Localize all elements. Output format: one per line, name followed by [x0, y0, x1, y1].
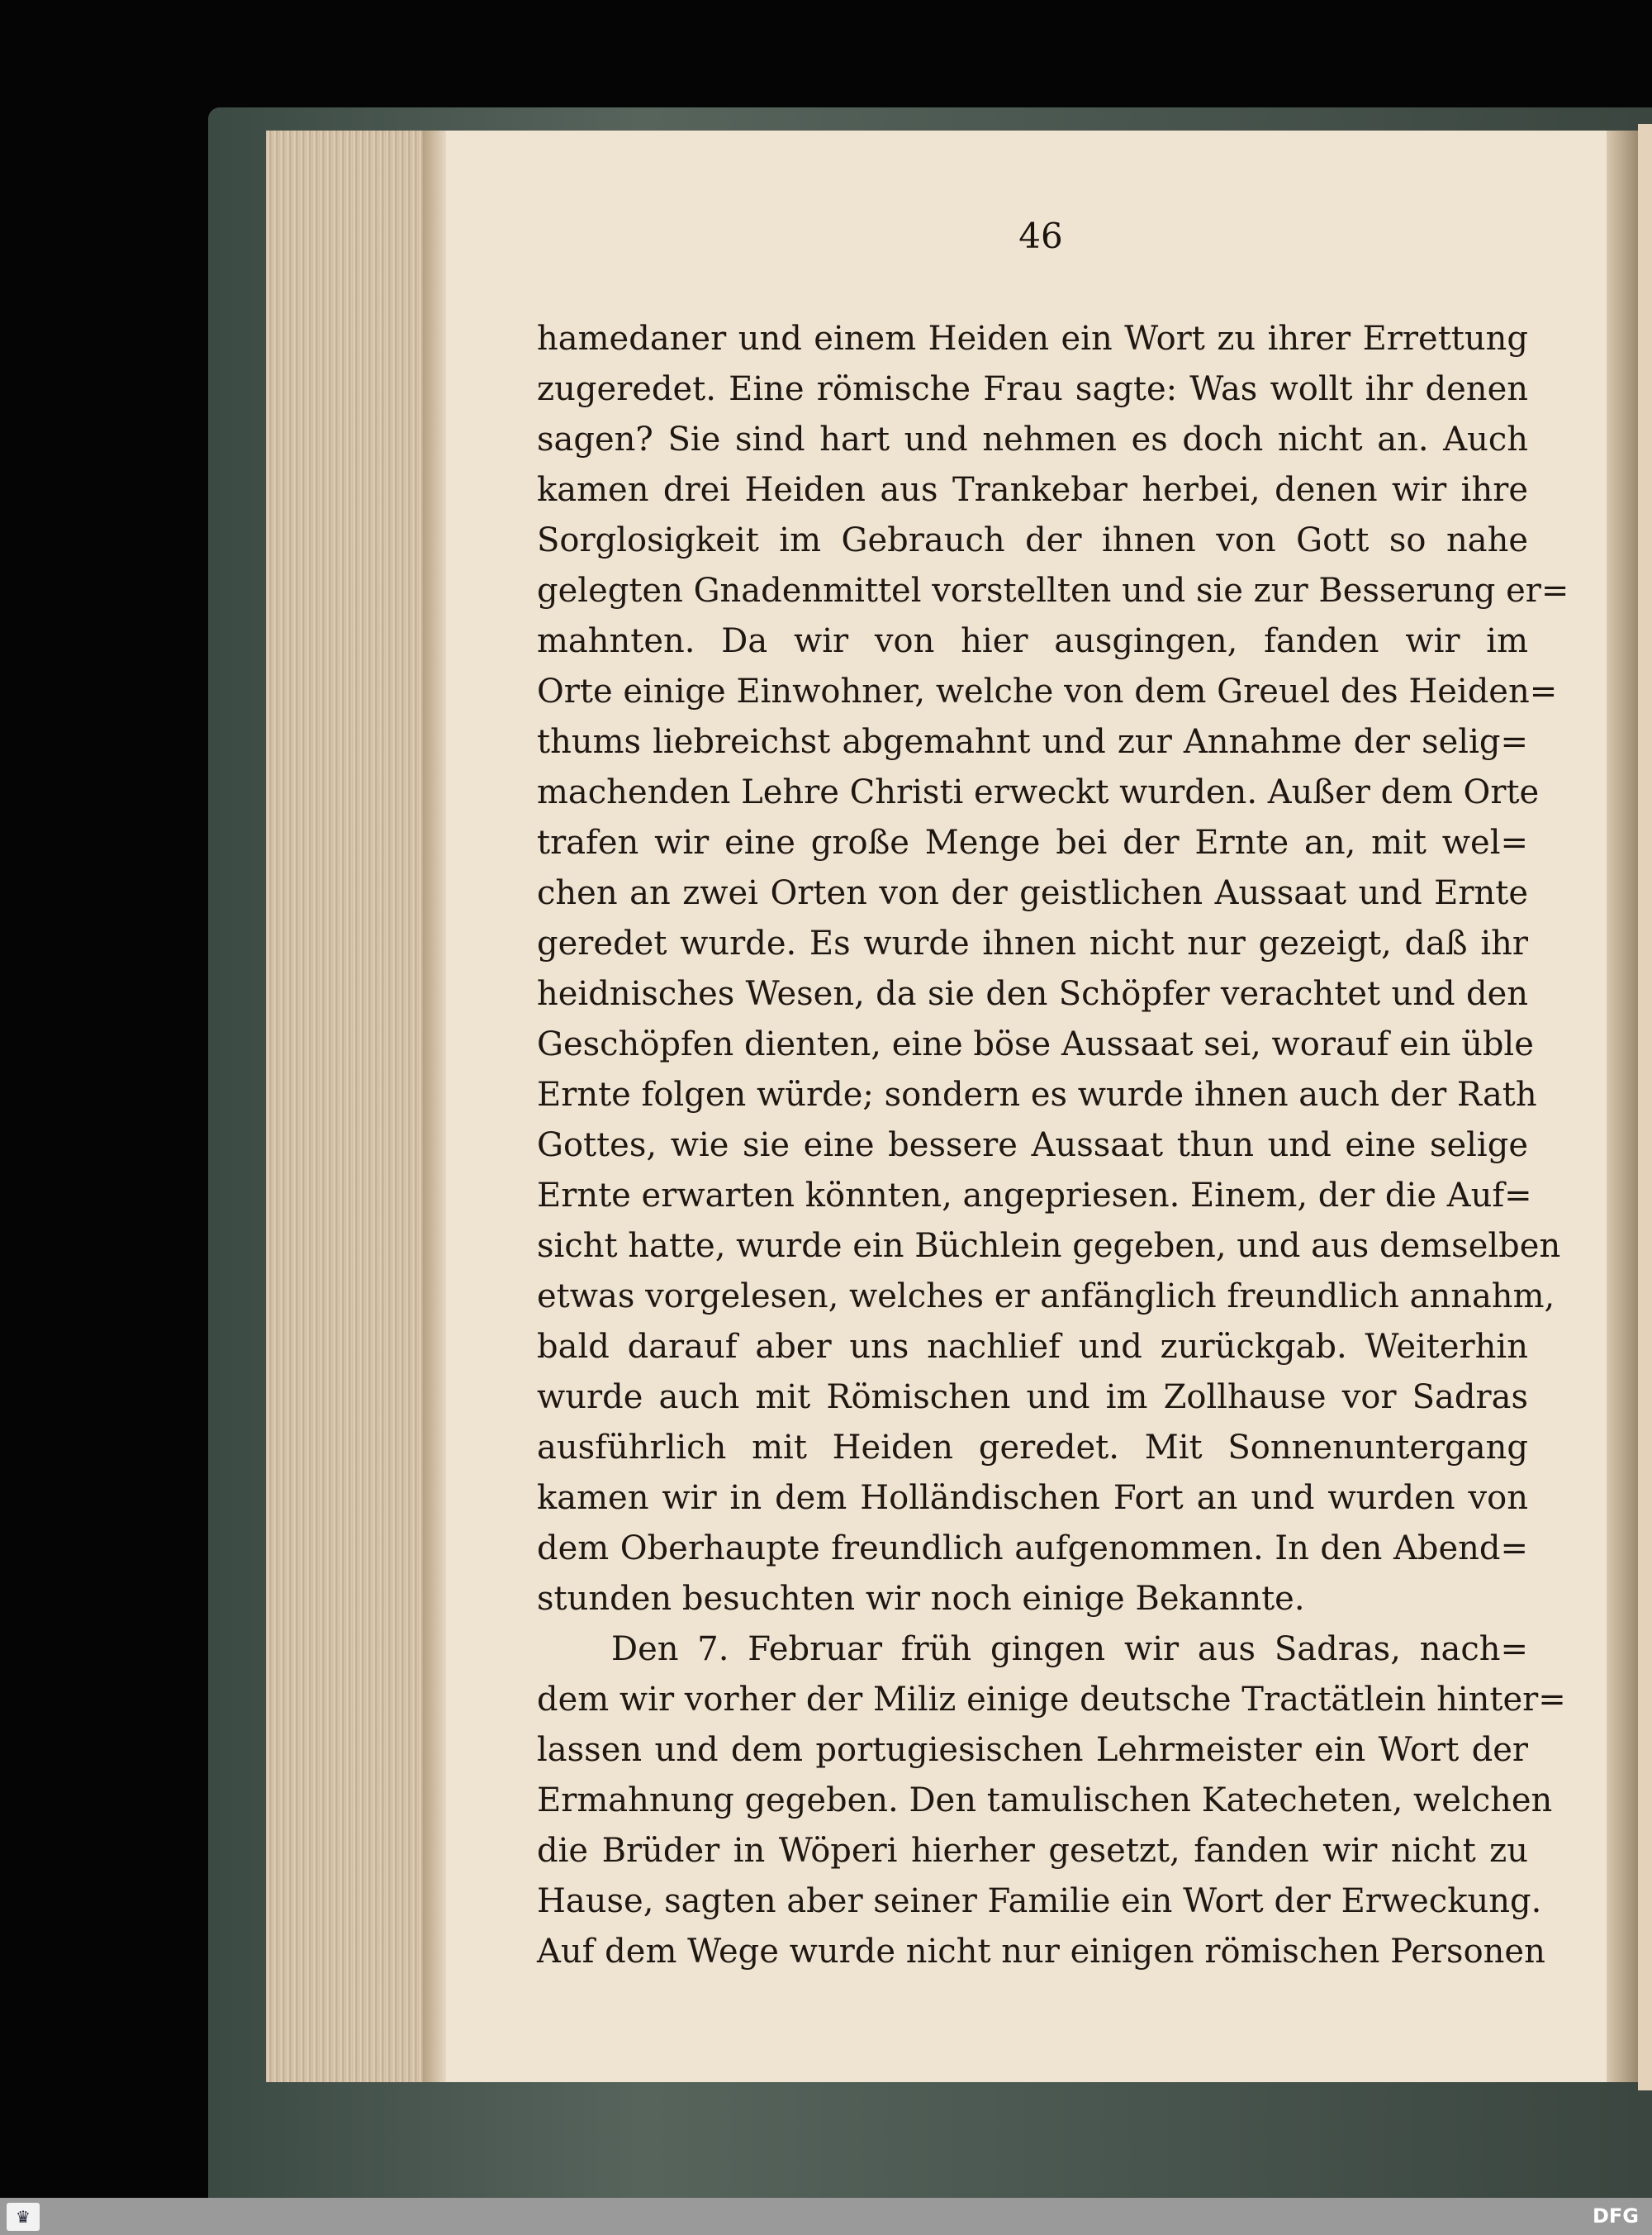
text-line: zugeredet. Eine römische Frau sagte: Was wollt ihr denen	[537, 370, 1528, 408]
text-line: gelegten Gnadenmittel vorstellten und sie zur Besserung er=	[537, 572, 1569, 610]
text-line: sagen? Sie sind hart und nehmen es doch nicht an. Auch	[537, 421, 1528, 459]
viewer-footer-bar	[0, 2198, 1652, 2235]
text-line: mahnten. Da wir von hier ausgingen, fanden wir im	[537, 622, 1528, 660]
page-gutter	[423, 131, 448, 2082]
text-line: lassen und dem portugiesischen Lehrmeister ein Wort der	[537, 1731, 1528, 1769]
body-text	[537, 314, 1569, 1977]
text-line: stunden besuchten wir noch einige Bekannte.	[537, 1580, 1305, 1618]
text-line: chen an zwei Orten von der geistlichen Aussaat und Ernte	[537, 874, 1528, 912]
text-line: etwas vorgelesen, welches er anfänglich freundlich annahm,	[537, 1277, 1555, 1315]
text-line: kamen drei Heiden aus Trankebar herbei, denen wir ihre	[537, 471, 1528, 509]
text-line: ausführlich mit Heiden geredet. Mit Sonnenuntergang	[537, 1429, 1528, 1467]
text-line: Auf dem Wege wurde nicht nur einigen römischen Personen	[537, 1933, 1545, 1971]
text-line: Orte einige Einwohner, welche von dem Greuel des Heiden=	[537, 673, 1558, 711]
text-line: sicht hatte, wurde ein Büchlein gegeben, und aus demselben	[537, 1227, 1561, 1265]
text-line: die Brüder in Wöperi hierher gesetzt, fanden wir nicht zu	[537, 1832, 1528, 1870]
text-line: trafen wir eine große Menge bei der Ernte an, mit wel=	[537, 824, 1528, 862]
text-line: hamedaner und einem Heiden ein Wort zu ihrer Errettung	[537, 320, 1528, 358]
text-line: heidnisches Wesen, da sie den Schöpfer verachtet und den	[537, 975, 1528, 1013]
page-stack-edges	[266, 131, 423, 2082]
text-line: thums liebreichst abgemahnt und zur Annahme der selig=	[537, 723, 1528, 761]
page-number: 46	[1018, 216, 1063, 256]
text-line: kamen wir in dem Holländischen Fort an und wurden von	[537, 1479, 1528, 1517]
text-line: Sorglosigkeit im Gebrauch der ihnen von Gott so nahe	[537, 521, 1528, 559]
page-spine-shadow	[1607, 131, 1638, 2082]
text-line: bald darauf aber uns nachlief und zurückgab. Weiterhin	[537, 1328, 1528, 1366]
text-line: Ernte folgen würde; sondern es wurde ihnen auch der Rath	[537, 1076, 1537, 1114]
text-line: machenden Lehre Christi erweckt wurden. Außer dem Orte	[537, 773, 1540, 811]
text-line: Hause, sagten aber seiner Familie ein Wort der Erweckung.	[537, 1882, 1542, 1920]
text-line: Ermahnung gegeben. Den tamulischen Katecheten, welchen	[537, 1781, 1553, 1819]
text-line: Gottes, wie sie eine bessere Aussaat thun und eine selige	[537, 1126, 1528, 1164]
facing-page-edge	[1638, 124, 1652, 2090]
text-line: geredet wurde. Es wurde ihnen nicht nur gezeigt, daß ihr	[537, 925, 1528, 963]
text-line: dem wir vorher der Miliz einige deutsche Tractätlein hinter=	[537, 1681, 1566, 1719]
library-logo-icon: ♛	[7, 2203, 40, 2231]
text-line: Den 7. Februar früh gingen wir aus Sadras, nach=	[611, 1630, 1528, 1668]
text-line: wurde auch mit Römischen und im Zollhause vor Sadras	[537, 1378, 1528, 1416]
text-line: Geschöpfen dienten, eine böse Aussaat sei, worauf ein üble	[537, 1025, 1534, 1063]
dfg-logo: DFG	[1592, 2204, 1639, 2228]
text-line: dem Oberhaupte freundlich aufgenommen. In den Abend=	[537, 1529, 1528, 1567]
text-line: Ernte erwarten könnten, angepriesen. Einem, der die Auf=	[537, 1177, 1532, 1215]
